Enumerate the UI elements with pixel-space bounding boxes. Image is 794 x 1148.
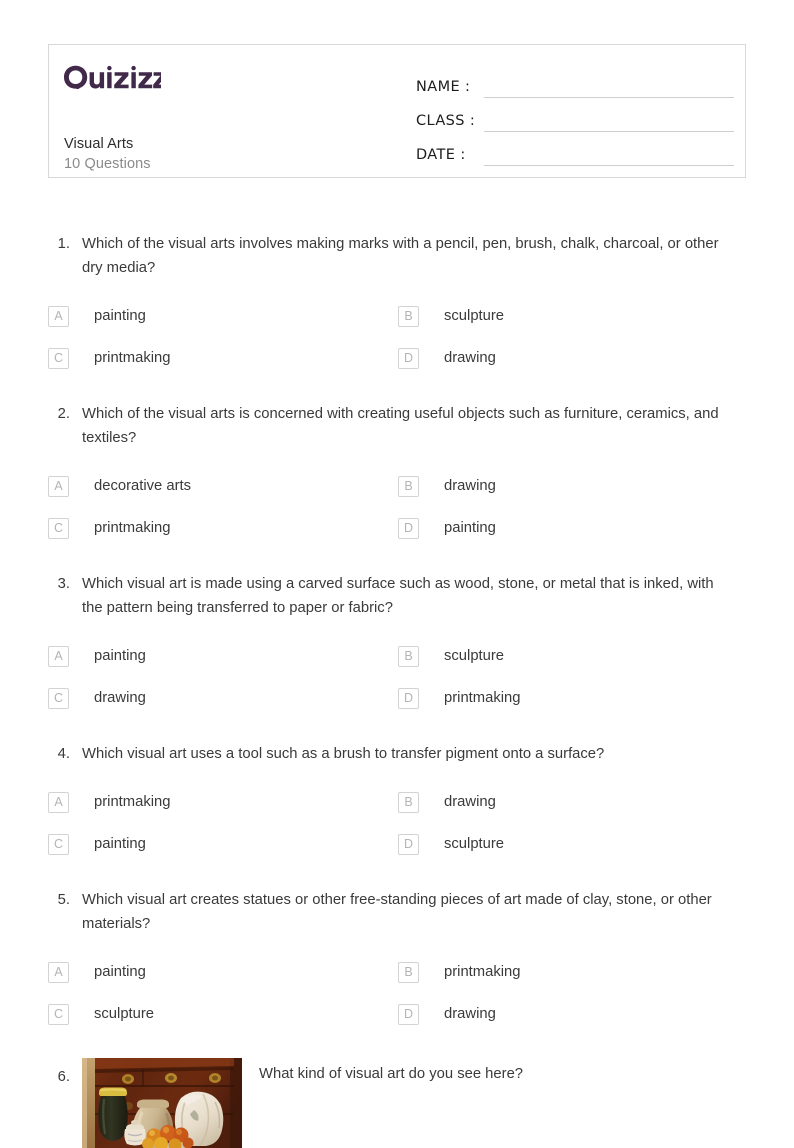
question-heading: [48, 402, 746, 450]
option-b[interactable]: [398, 635, 746, 677]
date-field-input[interactable]: [484, 144, 734, 166]
option-letter-b: B: [398, 646, 419, 667]
question-item: [0, 232, 794, 379]
question-number: 1.: [48, 232, 82, 256]
option-letter-b: B: [398, 792, 419, 813]
header-left-block: [63, 57, 403, 167]
question-text: Which visual art creates statues or other free-standing pieces of art made of clay, stone, or other materials?: [82, 888, 734, 936]
option-label: sculpture: [94, 1004, 154, 1024]
question-text: Which of the visual arts involves making marks with a pencil, pen, brush, chalk, charcoal, or other dry media?: [82, 232, 734, 280]
option-letter-d: D: [398, 348, 419, 369]
option-d[interactable]: [398, 507, 746, 549]
answer-options: [48, 635, 746, 719]
quiz-question-count: 10 Questions: [64, 155, 151, 173]
questions-list: [0, 232, 794, 1148]
option-b[interactable]: [398, 295, 746, 337]
question-heading: [48, 742, 746, 766]
option-letter-a: A: [48, 476, 69, 497]
date-field-label: DATE :: [416, 147, 478, 166]
answer-options: [48, 295, 746, 379]
class-field-row: [416, 98, 734, 132]
option-label: drawing: [444, 1004, 496, 1024]
option-label: decorative arts: [94, 476, 191, 496]
question-item: [0, 888, 794, 1035]
option-label: printmaking: [94, 348, 170, 368]
option-label: printmaking: [444, 688, 520, 708]
option-label: drawing: [444, 476, 496, 496]
option-label: sculpture: [444, 306, 504, 326]
still-life-painting-image: [82, 1058, 242, 1148]
option-letter-b: B: [398, 306, 419, 327]
option-letter-d: D: [398, 688, 419, 709]
question-number: 5.: [48, 888, 82, 912]
option-label: painting: [94, 646, 146, 666]
question-item: [0, 1058, 794, 1148]
answer-options: [48, 951, 746, 1035]
option-letter-b: B: [398, 476, 419, 497]
question-heading: [48, 572, 746, 620]
option-a[interactable]: [48, 951, 398, 993]
option-d[interactable]: [398, 823, 746, 865]
option-letter-d: D: [398, 518, 419, 539]
option-label: sculpture: [444, 834, 504, 854]
option-label: sculpture: [444, 646, 504, 666]
option-c[interactable]: [48, 993, 398, 1035]
option-label: printmaking: [94, 518, 170, 538]
option-letter-c: C: [48, 688, 69, 709]
option-label: painting: [94, 962, 146, 982]
option-label: printmaking: [444, 962, 520, 982]
student-info-fields: [416, 64, 734, 166]
option-letter-a: A: [48, 962, 69, 983]
option-a[interactable]: [48, 635, 398, 677]
question-number: 3.: [48, 572, 82, 596]
option-label: painting: [94, 834, 146, 854]
option-letter-c: C: [48, 834, 69, 855]
option-d[interactable]: [398, 993, 746, 1035]
option-label: drawing: [94, 688, 146, 708]
option-c[interactable]: [48, 507, 398, 549]
option-letter-c: C: [48, 348, 69, 369]
option-d[interactable]: [398, 677, 746, 719]
option-c[interactable]: [48, 337, 398, 379]
question-item: [0, 572, 794, 719]
question-item: [0, 742, 794, 865]
option-a[interactable]: [48, 781, 398, 823]
option-b[interactable]: [398, 465, 746, 507]
date-field-row: [416, 132, 734, 166]
option-label: drawing: [444, 792, 496, 812]
question-number: 4.: [48, 742, 82, 766]
question-item: [0, 402, 794, 549]
option-b[interactable]: [398, 781, 746, 823]
option-label: printmaking: [94, 792, 170, 812]
class-field-input[interactable]: [484, 110, 734, 132]
option-letter-c: C: [48, 1004, 69, 1025]
option-letter-b: B: [398, 962, 419, 983]
option-label: painting: [94, 306, 146, 326]
name-field-label: NAME :: [416, 79, 478, 98]
question-number: 6.: [48, 1058, 82, 1088]
answer-options: [48, 781, 746, 865]
question-heading: [48, 888, 746, 936]
question-heading: [48, 1058, 746, 1148]
quizizz-logo: [63, 65, 161, 91]
option-a[interactable]: [48, 295, 398, 337]
option-letter-a: A: [48, 646, 69, 667]
question-text: What kind of visual art do you see here?: [259, 1058, 739, 1086]
option-c[interactable]: [48, 677, 398, 719]
option-d[interactable]: [398, 337, 746, 379]
option-label: drawing: [444, 348, 496, 368]
option-letter-a: A: [48, 306, 69, 327]
question-text: Which visual art uses a tool such as a brush to transfer pigment onto a surface?: [82, 742, 734, 766]
question-number: 2.: [48, 402, 82, 426]
name-field-row: [416, 64, 734, 98]
option-label: painting: [444, 518, 496, 538]
question-text: Which visual art is made using a carved surface such as wood, stone, or metal that is inked, with the pattern being transferred to paper or fabric?: [82, 572, 734, 620]
option-a[interactable]: [48, 465, 398, 507]
question-heading: [48, 232, 746, 280]
option-letter-c: C: [48, 518, 69, 539]
option-letter-d: D: [398, 1004, 419, 1025]
worksheet-header-card: [48, 44, 746, 178]
class-field-label: CLASS :: [416, 113, 478, 132]
option-letter-d: D: [398, 834, 419, 855]
option-b[interactable]: [398, 951, 746, 993]
question-text: Which of the visual arts is concerned with creating useful objects such as furniture, ceramics, and textiles?: [82, 402, 734, 450]
name-field-input[interactable]: [484, 76, 734, 98]
answer-options: [48, 465, 746, 549]
option-letter-a: A: [48, 792, 69, 813]
quiz-title: Visual Arts: [64, 135, 133, 153]
option-c[interactable]: [48, 823, 398, 865]
